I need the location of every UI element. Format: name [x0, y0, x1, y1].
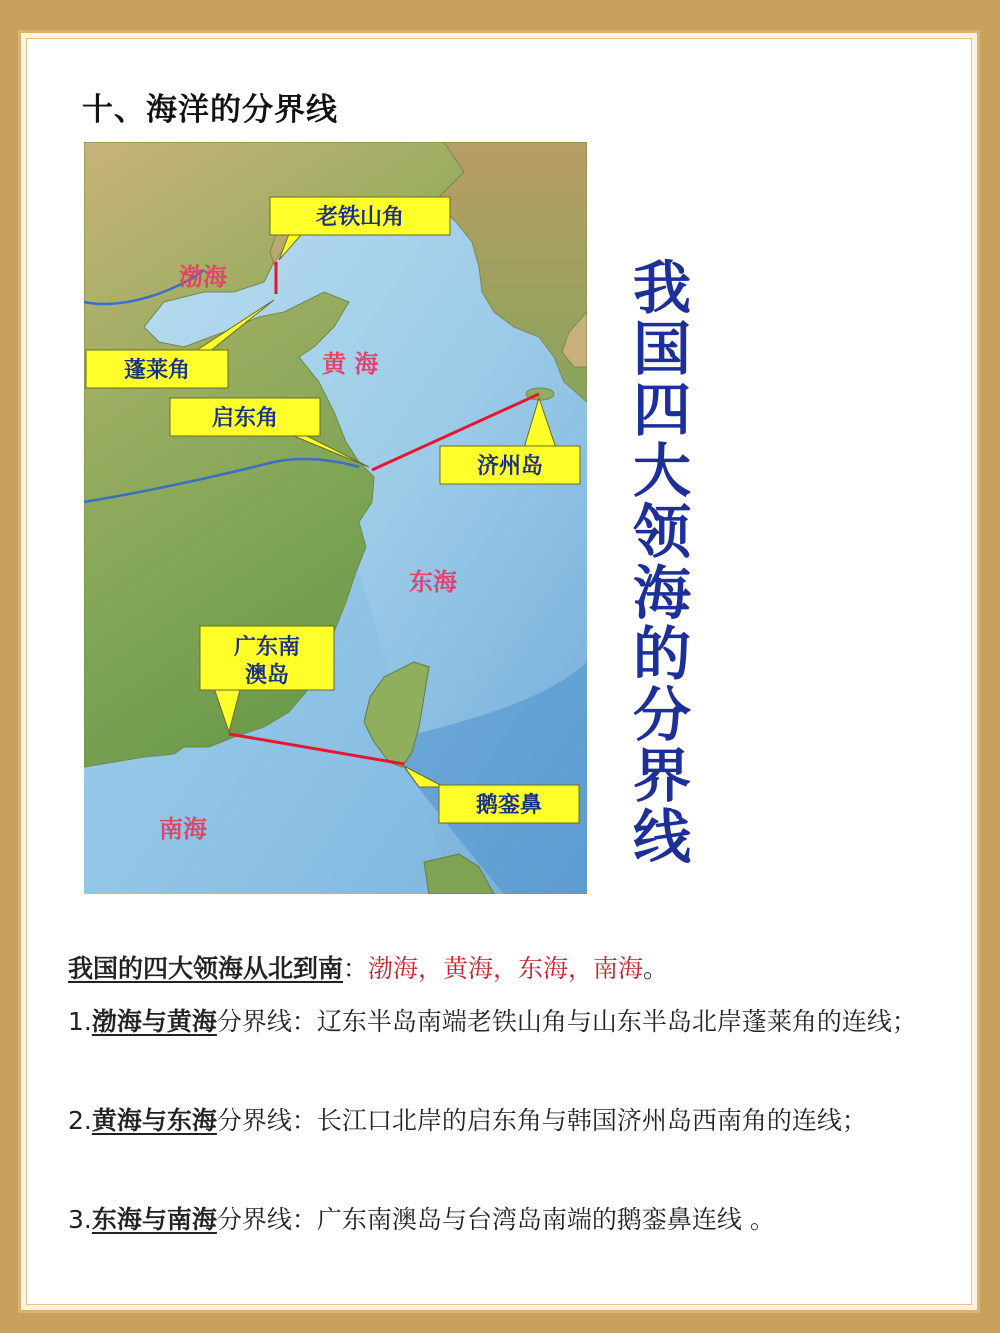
vertical-title-char: 四 — [632, 376, 691, 444]
callout-label-qidong: 启东角 — [211, 405, 279, 431]
item-sea-pair: 东海与南海 — [91, 1205, 217, 1234]
intro-separator: ： — [343, 954, 369, 983]
intro-line — [68, 945, 928, 993]
callout-label-penglai: 蓬莱角 — [123, 357, 191, 383]
callout-label-nanao-line1: 广东南 — [233, 634, 301, 660]
item-description: 分界线：辽东半岛南端老铁山角与山东半岛北岸蓬莱角的连线； — [216, 1007, 917, 1036]
callout-label-nanao-line2: 澳岛 — [244, 662, 290, 688]
intro-seas-list: 渤海，黄海，东海，南海 — [368, 954, 644, 983]
vertical-title-char: 大 — [632, 437, 691, 505]
vertical-title-char: 海 — [632, 559, 691, 627]
vertical-title-char: 我 — [632, 254, 691, 322]
vertical-title-char: 线 — [632, 803, 691, 871]
vertical-title-char: 国 — [632, 315, 691, 383]
boundary-item-3 — [68, 1196, 928, 1244]
sea-label-bohai: 渤海 — [179, 262, 227, 291]
item-sea-pair: 渤海与黄海 — [91, 1007, 217, 1036]
vertical-title-char: 领 — [632, 498, 691, 566]
map-svg — [84, 142, 587, 894]
intro-label: 我国的四大领海从北到南 — [68, 954, 344, 983]
sea-label-donghai: 东海 — [409, 567, 457, 596]
sea-label-nanhai: 南海 — [159, 814, 207, 843]
item-description: 分界线：广东南澳岛与台湾岛南端的鹅銮鼻连线 。 — [216, 1205, 775, 1234]
boundary-item-2 — [68, 1097, 928, 1145]
intro-end: 。 — [643, 954, 669, 983]
item-number: 1. — [68, 1007, 92, 1036]
page-title: 十、海洋的分界线 — [82, 92, 338, 128]
item-number: 2. — [68, 1106, 92, 1135]
sea-label-huanghai: 黄 海 — [322, 349, 379, 378]
boundary-item-1 — [68, 998, 928, 1046]
item-description: 分界线：长江口北岸的启东角与韩国济州岛西南角的连线； — [216, 1106, 867, 1135]
callout-label-eluanbi: 鹅銮鼻 — [475, 792, 543, 818]
callout-label-jeju: 济州岛 — [476, 453, 544, 479]
item-sea-pair: 黄海与东海 — [91, 1106, 217, 1135]
callout-label-laotieshan: 老铁山角 — [315, 204, 405, 230]
vertical-title-char: 的 — [632, 620, 691, 688]
vertical-title-char: 界 — [632, 742, 691, 810]
vertical-title — [622, 254, 702, 871]
vertical-title-char: 分 — [632, 681, 691, 749]
item-number: 3. — [68, 1205, 92, 1234]
sea-boundary-map — [84, 142, 587, 894]
